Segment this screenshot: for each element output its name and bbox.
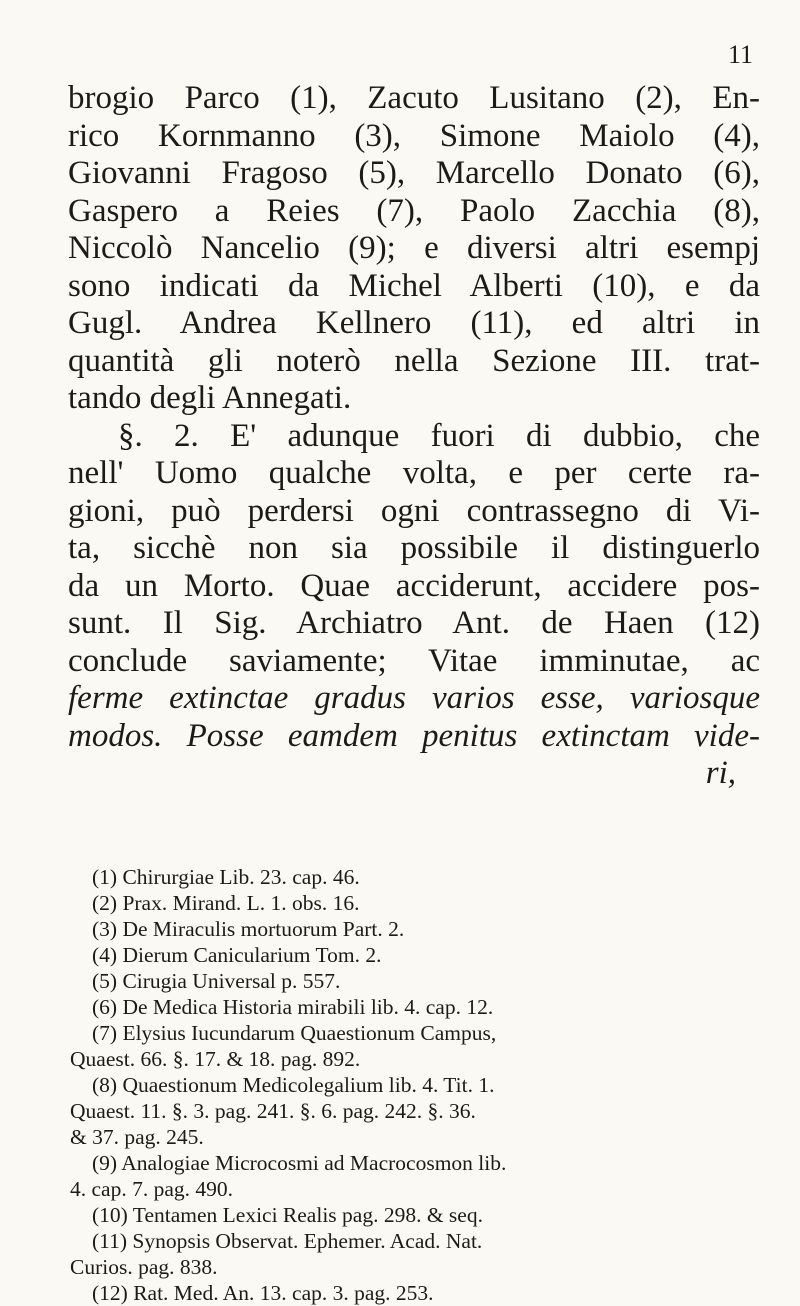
footnote: (3) De Miraculis mortuorum Part. 2. <box>92 917 405 941</box>
text-line: brogio Parco (1), Zacuto Lusitano (2), En- <box>68 80 760 116</box>
footnote: (10) Tentamen Lexici Realis pag. 298. & seq. <box>92 1203 483 1227</box>
footnote-continuation: Quaest. 11. §. 3. pag. 241. §. 6. pag. 242. §. 36. <box>70 1099 476 1123</box>
footnote: (9) Analogiae Microcosmi ad Macrocosmon lib. <box>92 1151 507 1175</box>
footnote: (1) Chirurgiae Lib. 23. cap. 46. <box>92 865 360 889</box>
text-line: ri, <box>705 755 736 791</box>
text-line: §. 2. E' adunque fuori di dubbio, che <box>118 417 760 454</box>
text-line: modos. Posse eamdem penitus extinctam vide- <box>68 717 760 754</box>
text-line: ferme extinctae gradus varios esse, variosque <box>68 680 760 716</box>
footnote: (11) Synopsis Observat. Ephemer. Acad. Nat. <box>92 1229 483 1253</box>
text-line: ta, sicchè non sia possibile il distinguerlo <box>68 530 760 566</box>
footnote-continuation: & 37. pag. 245. <box>70 1125 204 1149</box>
text-line: quantità gli noterò nella Sezione III. trat- <box>68 342 760 379</box>
page-number: 11 <box>728 40 754 69</box>
text-line: Giovanni Fragoso (5), Marcello Donato (6), <box>68 155 760 191</box>
text-line: gioni, può perdersi ogni contrassegno di Vi- <box>68 492 760 529</box>
text-line: Gugl. Andrea Kellnero (11), ed altri in <box>68 305 760 341</box>
main-text <box>68 80 760 793</box>
text-line: sunt. Il Sig. Archiatro Ant. de Haen (12) <box>68 605 760 641</box>
text-line: nell' Uomo qualche volta, e per certe ra- <box>68 455 760 491</box>
text-line: Niccolò Nancelio (9); e diversi altri esempj <box>68 230 760 266</box>
footnote: (6) De Medica Historia mirabili lib. 4. cap. 12. <box>92 995 494 1019</box>
footnote: (4) Dierum Canicularium Tom. 2. <box>92 943 382 967</box>
text-line: tando degli Annegati. <box>68 380 352 416</box>
footnotes <box>70 864 760 1306</box>
footnote-continuation: 4. cap. 7. pag. 490. <box>70 1177 234 1201</box>
footnote-continuation: Curios. pag. 838. <box>70 1255 218 1279</box>
text-line: conclude saviamente; Vitae imminutae, ac <box>68 642 760 679</box>
footnote: (2) Prax. Mirand. L. 1. obs. 16. <box>92 891 360 915</box>
footnote: (12) Rat. Med. An. 13. cap. 3. pag. 253. <box>92 1281 434 1305</box>
footnote-continuation: Quaest. 66. §. 17. & 18. pag. 892. <box>70 1047 361 1071</box>
text-line: sono indicati da Michel Alberti (10), e da <box>68 267 760 304</box>
text-line: da un Morto. Quae acciderunt, accidere pos- <box>68 567 760 604</box>
text-line: Gaspero a Reies (7), Paolo Zacchia (8), <box>68 192 760 229</box>
footnote: (7) Elysius Iucundarum Quaestionum Campus, <box>92 1021 497 1045</box>
text-line: rico Kornmanno (3), Simone Maiolo (4), <box>68 117 760 154</box>
footnote: (8) Quaestionum Medicolegalium lib. 4. Tit. 1. <box>92 1073 495 1097</box>
footnote: (5) Cirugia Universal p. 557. <box>92 969 341 993</box>
